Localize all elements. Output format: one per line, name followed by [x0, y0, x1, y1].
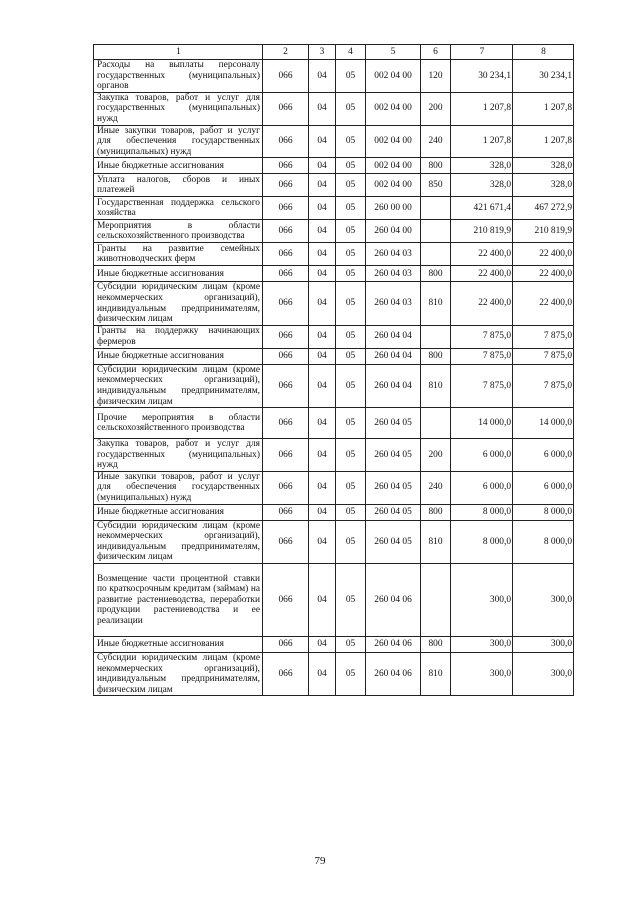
section-cell: 04 — [309, 92, 336, 125]
subsection-cell: 05 — [336, 364, 366, 407]
code-cell: 066 — [263, 471, 309, 504]
row-name-cell: Субсидии юридическим лицам (кроме некоммерческих организаций), индивидуальным предпринимателям, физическим лицам — [94, 364, 263, 407]
amount-year2-cell: 7 875,0 — [513, 348, 574, 364]
amount-year2-cell: 300,0 — [513, 564, 574, 637]
target-article-cell: 260 04 05 — [366, 439, 421, 472]
target-article-cell: 002 04 00 — [366, 158, 421, 174]
row-name-cell: Прочие мероприятия в области сельскохозяйственного производства — [94, 408, 263, 439]
code-cell: 066 — [263, 325, 309, 348]
row-name-cell: Гранты на развитие семейных животноводческих ферм — [94, 243, 263, 266]
amount-year2-cell: 1 207,8 — [513, 92, 574, 125]
target-article-cell: 260 04 00 — [366, 220, 421, 243]
amount-year1-cell: 328,0 — [451, 158, 513, 174]
amount-year2-cell: 300,0 — [513, 637, 574, 653]
expense-type-cell: 800 — [421, 266, 451, 282]
code-cell: 066 — [263, 348, 309, 364]
section-cell: 04 — [309, 60, 336, 93]
code-cell: 066 — [263, 504, 309, 520]
code-cell: 066 — [263, 653, 309, 696]
code-cell: 066 — [263, 220, 309, 243]
expense-type-cell: 200 — [421, 92, 451, 125]
expense-type-cell: 120 — [421, 60, 451, 93]
amount-year1-cell: 300,0 — [451, 564, 513, 637]
subsection-cell: 05 — [336, 504, 366, 520]
amount-year2-cell: 30 234,1 — [513, 60, 574, 93]
subsection-cell: 05 — [336, 439, 366, 472]
amount-year2-cell: 328,0 — [513, 174, 574, 197]
subsection-cell: 05 — [336, 637, 366, 653]
target-article-cell: 260 04 05 — [366, 520, 421, 563]
target-article-cell: 260 04 04 — [366, 364, 421, 407]
subsection-cell: 05 — [336, 653, 366, 696]
expense-type-cell — [421, 197, 451, 220]
table-row — [94, 637, 574, 653]
section-cell: 04 — [309, 325, 336, 348]
row-name-cell: Субсидии юридическим лицам (кроме некоммерческих организаций), индивидуальным предпринимателям, физическим лицам — [94, 653, 263, 696]
expense-type-cell — [421, 243, 451, 266]
code-cell: 066 — [263, 564, 309, 637]
target-article-cell: 260 04 06 — [366, 653, 421, 696]
code-cell: 066 — [263, 60, 309, 93]
table-row — [94, 220, 574, 243]
row-name-cell: Расходы на выплаты персоналу государственных (муниципальных) органов — [94, 60, 263, 93]
table-row — [94, 471, 574, 504]
subsection-cell: 05 — [336, 174, 366, 197]
row-name-cell: Иные бюджетные ассигнования — [94, 504, 263, 520]
subsection-cell: 05 — [336, 520, 366, 563]
section-cell: 04 — [309, 520, 336, 563]
table-row — [94, 158, 574, 174]
expense-type-cell: 200 — [421, 439, 451, 472]
subsection-cell: 05 — [336, 282, 366, 325]
amount-year2-cell: 8 000,0 — [513, 504, 574, 520]
amount-year2-cell: 22 400,0 — [513, 282, 574, 325]
subsection-cell: 05 — [336, 220, 366, 243]
section-cell: 04 — [309, 197, 336, 220]
subsection-cell: 05 — [336, 243, 366, 266]
table-row — [94, 60, 574, 93]
header-cell-2: 2 — [263, 45, 309, 60]
amount-year1-cell: 7 875,0 — [451, 348, 513, 364]
expense-type-cell — [421, 325, 451, 348]
section-cell: 04 — [309, 348, 336, 364]
code-cell: 066 — [263, 243, 309, 266]
expense-type-cell: 800 — [421, 158, 451, 174]
expense-type-cell: 800 — [421, 637, 451, 653]
section-cell: 04 — [309, 408, 336, 439]
expense-type-cell — [421, 408, 451, 439]
table-row — [94, 92, 574, 125]
row-name-cell: Государственная поддержка сельского хозяйства — [94, 197, 263, 220]
amount-year2-cell: 300,0 — [513, 653, 574, 696]
expense-type-cell: 810 — [421, 282, 451, 325]
target-article-cell: 260 04 05 — [366, 408, 421, 439]
subsection-cell: 05 — [336, 266, 366, 282]
amount-year1-cell: 22 400,0 — [451, 243, 513, 266]
subsection-cell: 05 — [336, 60, 366, 93]
table-row — [94, 325, 574, 348]
row-name-cell: Уплата налогов, сборов и иных платежей — [94, 174, 263, 197]
table-header-row — [94, 45, 574, 60]
amount-year1-cell: 8 000,0 — [451, 520, 513, 563]
amount-year1-cell: 30 234,1 — [451, 60, 513, 93]
code-cell: 066 — [263, 266, 309, 282]
target-article-cell: 260 04 03 — [366, 266, 421, 282]
target-article-cell: 002 04 00 — [366, 174, 421, 197]
row-name-cell: Субсидии юридическим лицам (кроме некоммерческих организаций), индивидуальным предпринимателям, физическим лицам — [94, 282, 263, 325]
row-name-cell: Субсидии юридическим лицам (кроме некоммерческих организаций), индивидуальным предпринимателям, физическим лицам — [94, 520, 263, 563]
subsection-cell: 05 — [336, 471, 366, 504]
row-name-cell: Возмещение части процентной ставки по краткосрочным кредитам (займам) на развитие растениеводства, переработки продукции растениеводства и ее реализации — [94, 564, 263, 637]
section-cell: 04 — [309, 637, 336, 653]
table-row — [94, 653, 574, 696]
target-article-cell: 002 04 00 — [366, 125, 421, 158]
target-article-cell: 260 04 06 — [366, 564, 421, 637]
amount-year1-cell: 1 207,8 — [451, 125, 513, 158]
code-cell: 066 — [263, 282, 309, 325]
section-cell: 04 — [309, 439, 336, 472]
table-row — [94, 408, 574, 439]
expense-type-cell: 800 — [421, 504, 451, 520]
row-name-cell: Гранты на поддержку начинающих фермеров — [94, 325, 263, 348]
section-cell: 04 — [309, 243, 336, 266]
subsection-cell: 05 — [336, 92, 366, 125]
table-row — [94, 282, 574, 325]
target-article-cell: 260 04 05 — [366, 504, 421, 520]
subsection-cell: 05 — [336, 197, 366, 220]
amount-year2-cell: 6 000,0 — [513, 439, 574, 472]
table-row — [94, 125, 574, 158]
code-cell: 066 — [263, 125, 309, 158]
expense-type-cell: 810 — [421, 520, 451, 563]
amount-year1-cell: 1 207,8 — [451, 92, 513, 125]
expense-type-cell: 800 — [421, 348, 451, 364]
code-cell: 066 — [263, 637, 309, 653]
amount-year1-cell: 7 875,0 — [451, 364, 513, 407]
header-cell-6: 6 — [421, 45, 451, 60]
table-row — [94, 197, 574, 220]
code-cell: 066 — [263, 408, 309, 439]
subsection-cell: 05 — [336, 125, 366, 158]
row-name-cell: Иные бюджетные ассигнования — [94, 266, 263, 282]
amount-year2-cell: 328,0 — [513, 158, 574, 174]
row-name-cell: Иные бюджетные ассигнования — [94, 348, 263, 364]
header-cell-3: 3 — [309, 45, 336, 60]
section-cell: 04 — [309, 564, 336, 637]
header-cell-7: 7 — [451, 45, 513, 60]
amount-year2-cell: 8 000,0 — [513, 520, 574, 563]
header-cell-8: 8 — [513, 45, 574, 60]
target-article-cell: 260 04 06 — [366, 637, 421, 653]
amount-year2-cell: 22 400,0 — [513, 243, 574, 266]
amount-year2-cell: 22 400,0 — [513, 266, 574, 282]
section-cell: 04 — [309, 158, 336, 174]
subsection-cell: 05 — [336, 408, 366, 439]
amount-year1-cell: 6 000,0 — [451, 471, 513, 504]
section-cell: 04 — [309, 364, 336, 407]
amount-year2-cell: 14 000,0 — [513, 408, 574, 439]
target-article-cell: 260 04 03 — [366, 243, 421, 266]
amount-year2-cell: 6 000,0 — [513, 471, 574, 504]
code-cell: 066 — [263, 520, 309, 563]
amount-year1-cell: 300,0 — [451, 637, 513, 653]
row-name-cell: Иные бюджетные ассигнования — [94, 158, 263, 174]
code-cell: 066 — [263, 158, 309, 174]
subsection-cell: 05 — [336, 325, 366, 348]
amount-year1-cell: 328,0 — [451, 174, 513, 197]
amount-year1-cell: 421 671,4 — [451, 197, 513, 220]
table-body — [94, 45, 574, 696]
budget-table — [93, 44, 574, 696]
header-cell-1: 1 — [94, 45, 263, 60]
table-row — [94, 266, 574, 282]
code-cell: 066 — [263, 92, 309, 125]
amount-year1-cell: 22 400,0 — [451, 266, 513, 282]
target-article-cell: 260 04 03 — [366, 282, 421, 325]
page-number: 79 — [314, 855, 326, 867]
subsection-cell: 05 — [336, 564, 366, 637]
table-row — [94, 174, 574, 197]
amount-year1-cell: 8 000,0 — [451, 504, 513, 520]
table-row — [94, 504, 574, 520]
target-article-cell: 002 04 00 — [366, 92, 421, 125]
header-cell-5: 5 — [366, 45, 421, 60]
section-cell: 04 — [309, 125, 336, 158]
row-name-cell: Иные закупки товаров, работ и услуг для обеспечения государственных (муниципальных) нужд — [94, 471, 263, 504]
amount-year2-cell: 7 875,0 — [513, 325, 574, 348]
section-cell: 04 — [309, 220, 336, 243]
budget-table-container — [93, 44, 573, 696]
subsection-cell: 05 — [336, 158, 366, 174]
code-cell: 066 — [263, 197, 309, 220]
target-article-cell: 260 04 05 — [366, 471, 421, 504]
row-name-cell: Иные бюджетные ассигнования — [94, 637, 263, 653]
code-cell: 066 — [263, 174, 309, 197]
section-cell: 04 — [309, 282, 336, 325]
amount-year1-cell: 7 875,0 — [451, 325, 513, 348]
section-cell: 04 — [309, 266, 336, 282]
table-row — [94, 364, 574, 407]
table-row — [94, 348, 574, 364]
target-article-cell: 260 04 04 — [366, 348, 421, 364]
table-row — [94, 439, 574, 472]
section-cell: 04 — [309, 471, 336, 504]
table-row — [94, 243, 574, 266]
amount-year2-cell: 210 819,9 — [513, 220, 574, 243]
expense-type-cell — [421, 220, 451, 243]
code-cell: 066 — [263, 364, 309, 407]
amount-year1-cell: 300,0 — [451, 653, 513, 696]
table-row — [94, 564, 574, 637]
amount-year2-cell: 7 875,0 — [513, 364, 574, 407]
expense-type-cell: 850 — [421, 174, 451, 197]
expense-type-cell: 240 — [421, 125, 451, 158]
subsection-cell: 05 — [336, 348, 366, 364]
table-row — [94, 520, 574, 563]
target-article-cell: 002 04 00 — [366, 60, 421, 93]
section-cell: 04 — [309, 504, 336, 520]
amount-year1-cell: 210 819,9 — [451, 220, 513, 243]
expense-type-cell — [421, 564, 451, 637]
target-article-cell: 260 04 04 — [366, 325, 421, 348]
amount-year1-cell: 14 000,0 — [451, 408, 513, 439]
amount-year1-cell: 6 000,0 — [451, 439, 513, 472]
header-cell-4: 4 — [336, 45, 366, 60]
target-article-cell: 260 00 00 — [366, 197, 421, 220]
expense-type-cell: 240 — [421, 471, 451, 504]
row-name-cell: Иные закупки товаров, работ и услуг для обеспечения государственных (муниципальных) нужд — [94, 125, 263, 158]
row-name-cell: Закупка товаров, работ и услуг для государственных (муниципальных) нужд — [94, 92, 263, 125]
amount-year1-cell: 22 400,0 — [451, 282, 513, 325]
expense-type-cell: 810 — [421, 653, 451, 696]
row-name-cell: Мероприятия в области сельскохозяйственного производства — [94, 220, 263, 243]
amount-year2-cell: 1 207,8 — [513, 125, 574, 158]
row-name-cell: Закупка товаров, работ и услуг для государственных (муниципальных) нужд — [94, 439, 263, 472]
amount-year2-cell: 467 272,9 — [513, 197, 574, 220]
expense-type-cell: 810 — [421, 364, 451, 407]
code-cell: 066 — [263, 439, 309, 472]
section-cell: 04 — [309, 174, 336, 197]
section-cell: 04 — [309, 653, 336, 696]
